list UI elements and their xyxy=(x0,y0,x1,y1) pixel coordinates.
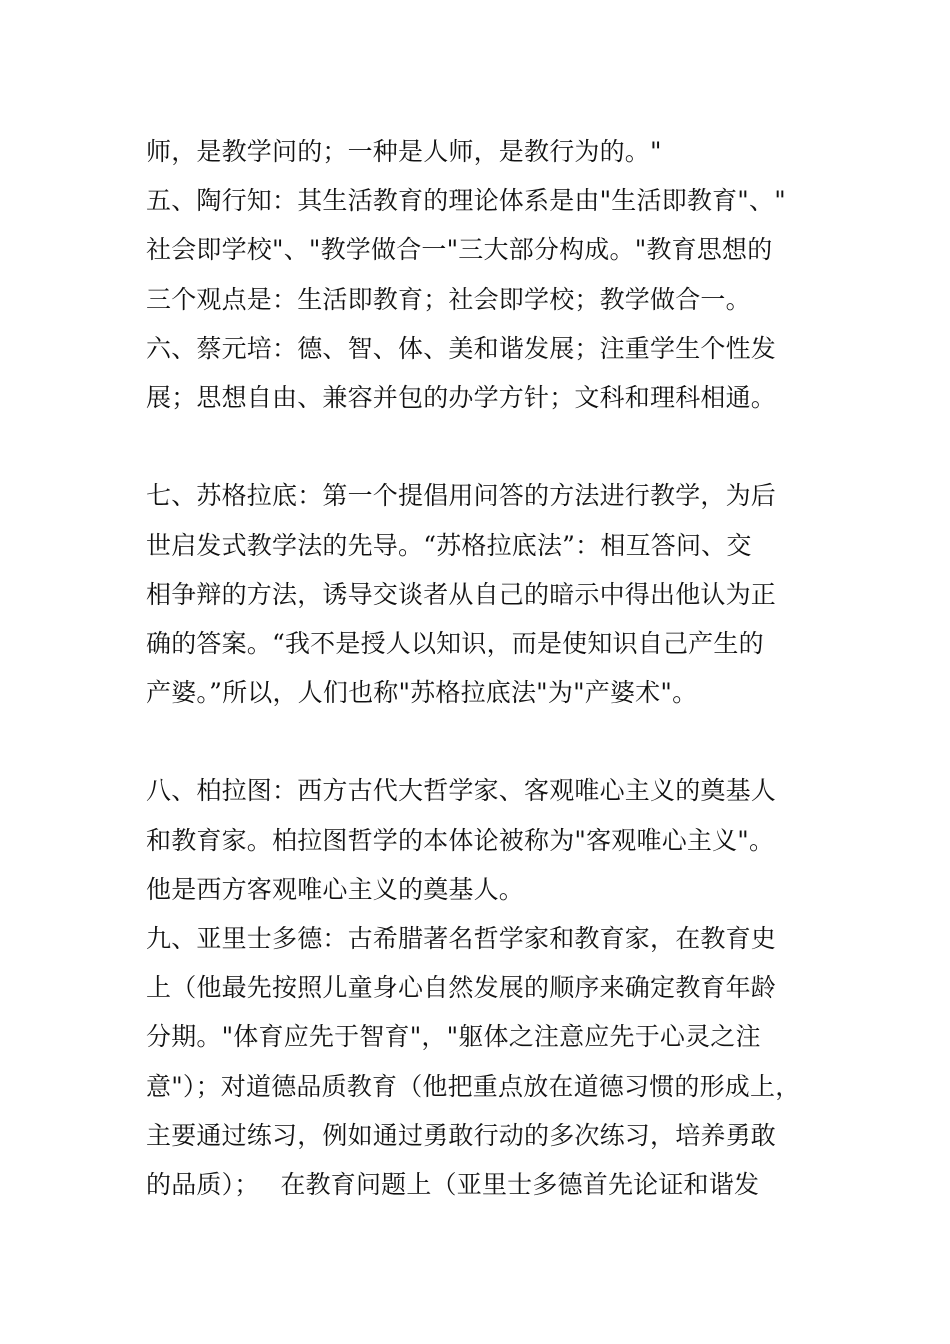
blank-line xyxy=(146,717,826,766)
text-line: 展；思想自由、兼容并包的办学方针；文科和理科相通。 xyxy=(146,382,777,412)
text-line: 师，是教学问的；一种是人师，是教行为的。" xyxy=(146,137,662,166)
text-line: 主要通过练习，例如通过勇敢行动的多次练习，培养勇敢 xyxy=(146,1120,777,1150)
text-line: 上（他最先按照儿童身心自然发展的顺序来确定教育年龄 xyxy=(146,973,777,1003)
text-line: 分期。"体育应先于智育"，"躯体之注意应先于心灵之注 xyxy=(146,1022,761,1052)
text-line: 产婆。”所以，人们也称"苏格拉底法"为"产婆术"。 xyxy=(146,678,698,708)
text-line: 社会即学校"、"教学做合一"三大部分构成。"教育思想的 xyxy=(146,235,773,265)
text-line: 的品质）； 在教育问题上（亚里士多德首先论证和谐发 xyxy=(146,1169,760,1199)
text-line: 和教育家。柏拉图哲学的本体论被称为"客观唯心主义"。 xyxy=(146,825,775,855)
text-line: 相争辩的方法，诱导交谈者从自己的暗示中得出他认为正 xyxy=(146,579,777,609)
text-line: 意"）；对道德品质教育（他把重点放在道德习惯的形成上， xyxy=(146,1071,801,1101)
text-line: 七、苏格拉底：第一个提倡用问答的方法进行教学，为后 xyxy=(146,481,777,511)
text-line: 世启发式教学法的先导。“苏格拉底法”：相互答问、交 xyxy=(146,530,752,560)
text-line: 他是西方客观唯心主义的奠基人。 xyxy=(146,874,525,904)
text-line: 九、亚里士多德：古希腊著名哲学家和教育家，在教育史 xyxy=(146,924,777,953)
text-line: 六、蔡元培：德、智、体、美和谐发展；注重学生个性发 xyxy=(146,333,777,363)
document-page xyxy=(146,127,826,1209)
text-line: 三个观点是：生活即教育；社会即学校；教学做合一。 xyxy=(146,284,751,314)
blank-line xyxy=(146,422,826,471)
text-line: 五、陶行知：其生活教育的理论体系是由"生活即教育"、" xyxy=(146,186,786,216)
text-line: 确的答案。“我不是授人以知识，而是使知识自己产生的 xyxy=(146,628,764,658)
text-line: 八、柏拉图：西方古代大哲学家、客观唯心主义的奠基人 xyxy=(146,776,777,806)
